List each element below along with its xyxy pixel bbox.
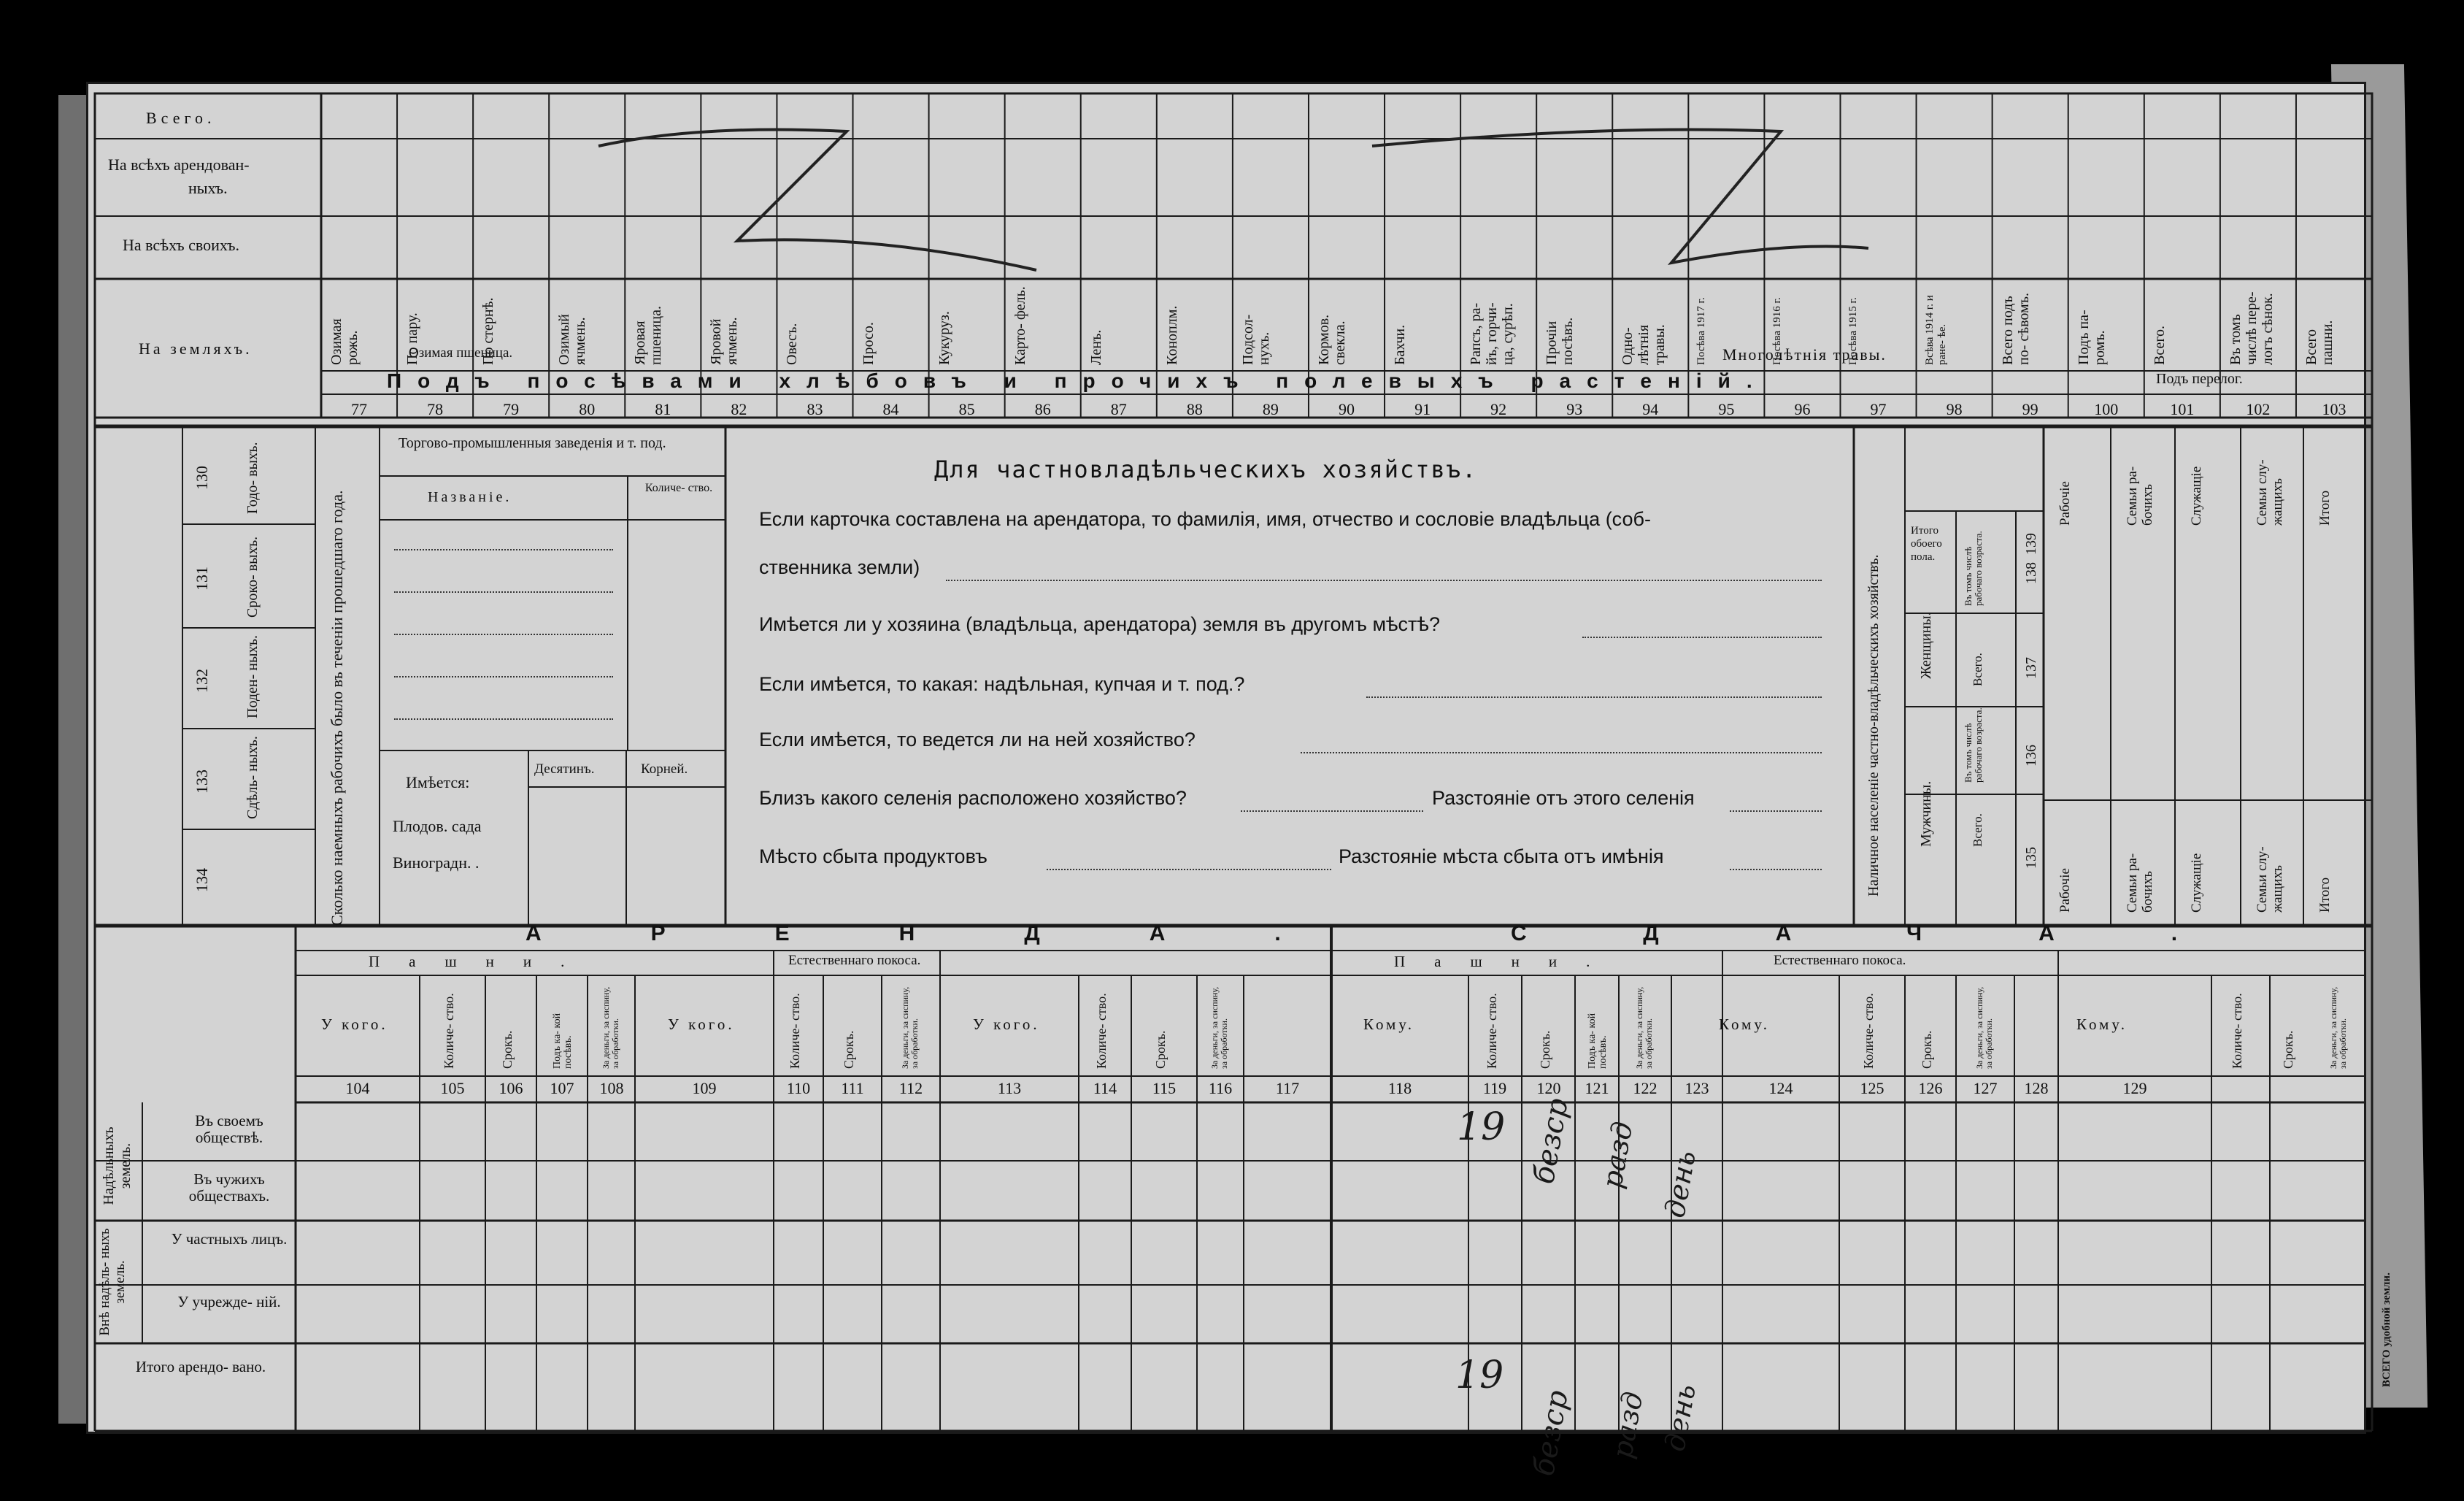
column-number: 97 [1870,400,1887,418]
column-number: 83 [806,400,823,418]
worker-category: Семьи слу- жащихъ [2255,459,2285,526]
worker-category: Итого [2317,877,2333,913]
column-number: 125 [1860,1079,1884,1097]
column-number: 110 [786,1079,811,1097]
column-number: 112 [898,1079,923,1097]
question-owner-2: ственника земли) [759,556,920,578]
trade-header: Торгово-промышленныя заведенія и т. под. [399,435,666,451]
lease-column-header: Подъ ка- кой посѣвъ. [552,1013,574,1069]
worker-category: Рабочіе [2057,481,2073,526]
handwritten-word: безср [1527,1387,1575,1479]
both-sexes-total: Итого обоего пола. [1911,525,1942,563]
question-village: Близъ какого селенія расположено хозяйство? [759,787,1187,809]
column-number: 96 [1794,400,1811,418]
qty-column: Количе- ство. [644,482,713,494]
lease-column-header: За деньги, за сиспину, за обработки. [1209,986,1230,1069]
column-number: 132 [193,669,211,693]
lease-column-header: Количе- ство. [1861,993,1876,1069]
column-number: 101 [2170,400,2195,418]
has-label: Имѣется: [406,773,470,791]
arenda-heading: АРЕНДА. [525,921,1390,945]
column-number: 114 [1093,1079,1117,1097]
form-title: Для частновладѣльческихъ хозяйствъ. [934,456,1478,483]
men-total: Всего. [1971,813,1984,847]
column-number: 90 [1339,400,1355,418]
row-label-own: На всѣхъ своихъ. [123,236,239,254]
non-allotment-lands-label: Внѣ надѣль- ныхъ земель. [97,1228,128,1336]
hired-worker-type: Поден- ныхъ. [245,634,261,718]
crop-header: Ленъ. [1087,329,1104,365]
crop-header: Всего пашни. [2303,320,2336,365]
lease-column-header: У кого. [973,1016,1040,1033]
question-farming: Если имѣется, то ведется ли на ней хозяйство? [759,729,1196,750]
crops-banner: Подъ посѣвами хлѣбовъ и прочихъ полевыхъ растеній. [387,369,1768,392]
question-land-type: Если имѣется, то какая: надѣльная, купчая и т. под.? [759,673,1245,695]
column-number: 108 [599,1079,624,1097]
column-number: 98 [1946,400,1963,418]
hired-workers-label: Сколько наемныхъ рабочихъ было въ теченіи прошедшаго года. [328,490,346,926]
worker-category: Рабочіе [2057,868,2073,913]
row-other-communities: Въ чужихъ обществахъ. [188,1170,270,1205]
column-number: 119 [1482,1079,1507,1097]
winter-wheat-label: Озимая пшеница. [409,345,513,361]
column-number: 115 [1152,1079,1177,1097]
lease-column-header: Пашни. [1394,953,1620,970]
question-other-land: Имѣется ли у хозяина (владѣльца, арендатора) земля въ другомъ мѣстѣ? [759,613,1440,635]
column-number: 94 [1642,400,1659,418]
column-number: 121 [1585,1079,1609,1097]
hired-worker-type: Годо- выхъ. [245,442,261,514]
column-number: 130 [193,466,211,490]
lease-column-header: Количе- ство. [788,993,802,1069]
crop-header: Кукуруз. [936,311,952,365]
column-number: 138 [2023,562,2039,584]
handwritten-word: безср [1527,1095,1575,1187]
crop-header: Подъ па- ромъ. [2075,310,2108,365]
lease-column-header: Естественнаго покоса. [788,953,921,968]
lease-column-header: Срокъ. [500,1030,515,1069]
column-number: 82 [731,400,747,418]
men-label: Мужчины. [1918,780,1934,847]
crop-header: Посѣва 1917 г. [1695,297,1708,365]
column-number: 80 [579,400,596,418]
crop-header: Всего подъ по- сѣвомъ. [1999,292,2032,365]
worker-category: Семьи ра- бочихъ [2125,853,2155,913]
lease-column-header: За деньги, за сиспину, за обработки. [1634,986,1655,1069]
column-number: 77 [351,400,368,418]
allotment-lands-label: Надѣльныхъ земель. [101,1126,134,1205]
crop-header: Озимая рожь. [328,318,361,365]
lease-column-header: Кому. [1363,1016,1414,1033]
row-own-community: Въ своемъ обществѣ. [195,1112,263,1147]
column-number: 124 [1768,1079,1793,1097]
column-number: 102 [2246,400,2271,418]
column-number: 87 [1110,400,1127,418]
crop-header: Бахчи. [1392,324,1409,365]
crop-header: Просо. [860,322,877,365]
sdacha-heading: СДАЧА. [1511,921,2295,945]
column-number: 81 [655,400,671,418]
worker-category: Служащіе [2189,466,2204,526]
hired-worker-type: Сроко- выхъ. [245,536,261,618]
lease-column-header: Количе- ство. [1484,993,1499,1069]
lease-column-header: Срокъ. [1153,1030,1168,1069]
column-number: 91 [1414,400,1431,418]
women-working-age: Въ томъ числѣ рабочаго возраста. [1963,531,1984,606]
column-number: 99 [2022,400,2038,418]
population-label: Наличное населеніе частно-владѣльческихъ хозяйствъ. [1866,554,1882,897]
crop-header: Карто- фель. [1012,286,1028,365]
women-label: Женщины. [1918,612,1934,679]
row-institutions: У учрежде- ній. [177,1293,281,1310]
row-label-lands: На земляхъ. [139,339,253,358]
total-land-note: ВСЕГО удобной земли. [2381,1272,2392,1387]
question-owner: Если карточка составлена на арендатора, то фамилія, имя, отчество и сословіе владѣльца (соб- [759,508,1651,530]
lease-column-header: Количе- ство. [1094,993,1109,1069]
row-total-rented: Итого арендо- вано. [135,1358,266,1375]
lease-column-header: За деньги, за сиспину, за обработки. [600,986,620,1069]
column-number: 122 [1633,1079,1658,1097]
men-working-age: Въ томъ числѣ рабочаго возраста. [1963,707,1984,783]
perennial-grasses-label: Многолѣтнія травы. [1722,345,1887,364]
column-number: 85 [958,400,975,418]
lease-column-header: Срокъ. [1920,1030,1934,1069]
crop-header: Яровой ячмень. [708,317,741,365]
question-market: Мѣсто сбыта продуктовъ [759,845,987,867]
name-column: Названіе. [428,489,512,505]
handwritten-word: разд [1606,1389,1649,1462]
crop-header: Овесъ. [784,323,801,365]
column-number: 139 [2023,533,2039,555]
handwritten-19: 19 [1457,1105,1506,1149]
column-number: 118 [1387,1079,1412,1097]
korney-column: Корней. [641,761,688,777]
handwritten-word: разд [1595,1118,1639,1191]
lease-column-header: Кому. [2076,1016,2128,1033]
column-number: 137 [2023,657,2039,679]
column-number: 88 [1186,400,1203,418]
column-number: 78 [427,400,444,418]
crop-header: Яровая пшеница. [632,306,665,365]
column-number: 117 [1275,1079,1300,1097]
orchard-label: Плодов. сада [393,817,482,835]
row-label-rented-2: ныхъ. [188,179,228,197]
column-number: 131 [193,567,211,591]
crop-header: Подсол- нухъ. [1239,314,1272,365]
desyatin-column: Десятинъ. [534,761,595,777]
lease-column-header: Количе- ство. [2230,993,2244,1069]
column-number: 127 [1973,1079,1998,1097]
lease-column-header: Подъ ка- кой посѣвъ. [1587,1013,1609,1069]
column-number: 106 [498,1079,523,1097]
crop-header: По стернѣ. [480,297,497,365]
row-label-rented: На всѣхъ арендован- [108,156,250,174]
question-market-distance: Разстояніе мѣста сбыта отъ имѣнія [1339,845,1664,867]
lease-column-header: У кого. [668,1016,735,1033]
handwritten-word: день [1658,1381,1702,1454]
lease-column-header: За деньги, за сиспину, за обработки. [900,986,920,1069]
column-number: 111 [841,1079,864,1097]
crop-header: Въ томъ числѣ пере- логъ сѣнок. [2227,291,2276,365]
column-number: 105 [440,1079,465,1097]
women-total: Всего. [1971,653,1984,686]
column-number: 100 [2094,400,2119,418]
handwritten-word: день [1658,1148,1702,1221]
column-number: 136 [2023,745,2039,767]
column-number: 92 [1490,400,1507,418]
column-number: 120 [1536,1079,1561,1097]
column-number: 79 [503,400,520,418]
lease-column-header: Кому. [1719,1016,1770,1033]
hired-worker-type: Сдѣль- ныхъ. [245,736,261,819]
column-number: 103 [2322,400,2346,418]
column-number: 95 [1718,400,1735,418]
row-private-persons: У частныхъ лицъ. [171,1230,288,1248]
worker-category: Семьи слу- жащихъ [2255,846,2285,913]
column-number: 133 [193,769,211,794]
lease-column-header: За деньги, за сиспину, за обработки. [1974,986,1995,1069]
column-number: 135 [2023,847,2039,869]
lease-column-header: Количе- ство. [442,993,456,1069]
lease-column-header: Пашни. [369,953,594,970]
column-number: 123 [1685,1079,1709,1097]
column-number: 128 [2024,1079,2049,1097]
crop-header: Всѣва 1914 г. и ране- ѣе. [1923,295,1948,365]
lease-column-header: Срокъ. [2281,1030,2295,1069]
crop-header: Кормов. свекла. [1315,314,1348,365]
worker-category: Семьи ра- бочихъ [2125,466,2155,526]
column-number: 93 [1566,400,1583,418]
column-number: 134 [193,868,211,892]
crop-header: Озимый ячмень. [556,314,589,365]
question-village-distance: Разстояніе отъ этого селенія [1432,787,1695,809]
crop-header: Одно- лѣтнія травы. [1620,324,1668,365]
row-label-total: Всего. [146,109,216,127]
column-number: 116 [1208,1079,1233,1097]
vineyard-label: Виноградн. . [393,853,480,872]
lease-column-header: Срокъ. [842,1030,856,1069]
fallow-label: Подъ перелог. [2156,371,2243,387]
column-number: 113 [997,1079,1022,1097]
worker-category: Итого [2317,490,2333,526]
crop-header: Посѣва 1916 г. [1771,297,1784,365]
worker-category: Служащіе [2189,853,2204,913]
crop-header: Всего. [2151,325,2168,365]
lease-column-header: У кого. [321,1016,388,1033]
column-number: 126 [1918,1079,1943,1097]
column-number: 84 [882,400,899,418]
lease-column-header: Срокъ. [1537,1030,1552,1069]
lease-column-header: За деньги, за сиспину, за обработки. [2328,986,2349,1069]
crop-header: Рапсъ, ра- йъ, горчи- ца, сурѣп. [1468,302,1517,365]
crop-header: Коноплм. [1163,305,1180,365]
handwritten-19: 19 [1455,1354,1504,1397]
crop-header: Прочіи посѣвъ. [1544,317,1576,365]
column-number: 89 [1262,400,1279,418]
column-number: 107 [550,1079,574,1097]
column-number: 129 [2122,1079,2147,1097]
crop-header: Посѣва 1915 г. [1847,297,1860,365]
column-number: 109 [692,1079,717,1097]
lease-column-header: Естественнаго покоса. [1774,953,1906,968]
crop-header: По пару. [404,312,421,365]
column-number: 86 [1034,400,1051,418]
column-number: 104 [345,1079,370,1097]
